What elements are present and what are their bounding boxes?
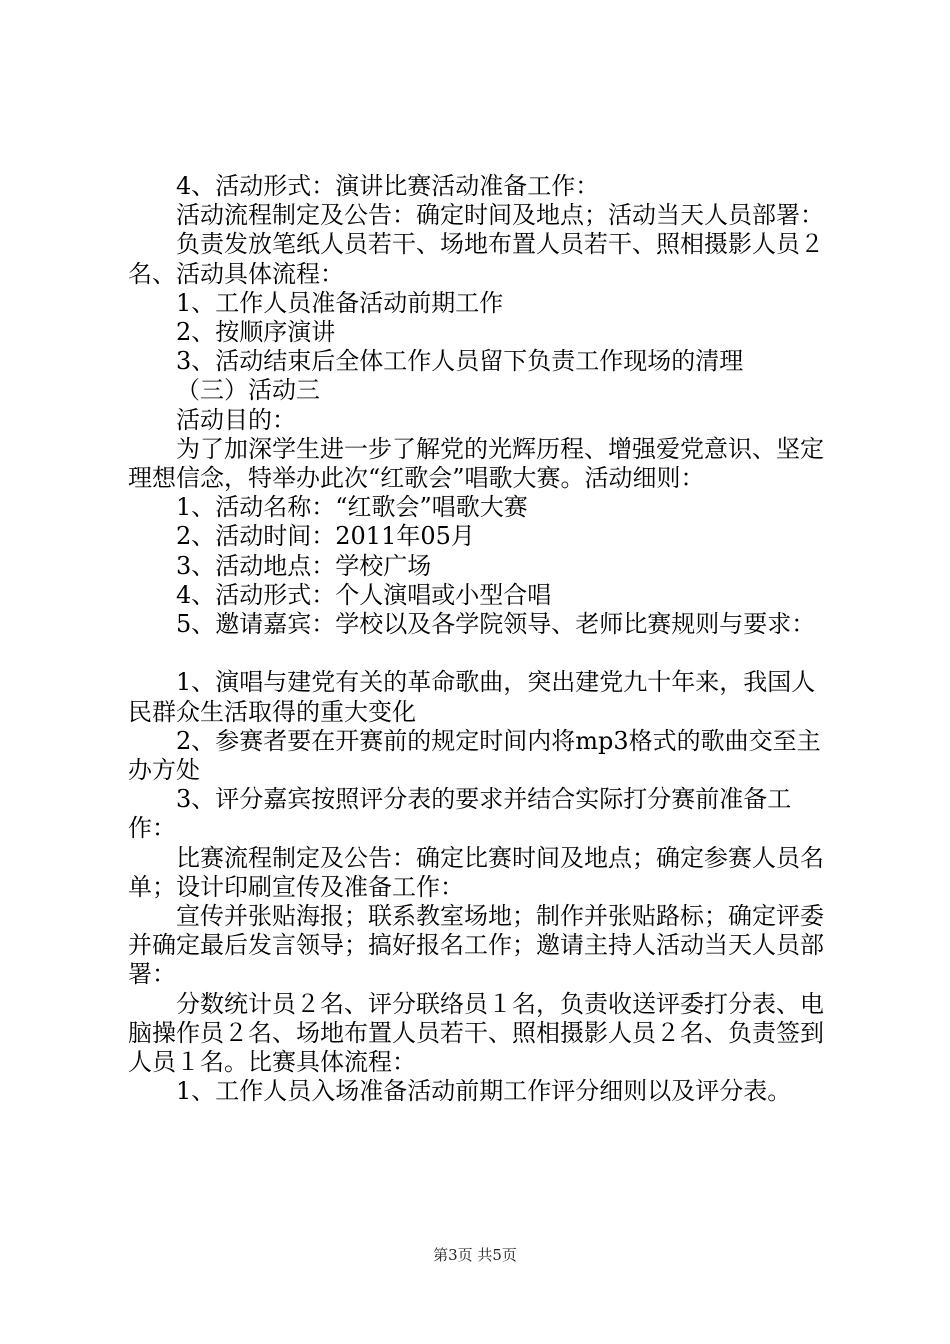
paragraph-activity-purpose-label: 活动目的： <box>176 405 296 434</box>
paragraph-invited-guests: 5、邀请嘉宾：学校以及各学院领导、老师比赛规则与要求： <box>176 610 816 639</box>
paragraph-publicity: 宣传并张贴海报；联系教室场地；制作并张贴路标；确定评委并确定最后发言领导；搞好报名工作；邀请主持人活动当天人员部署： <box>128 902 824 989</box>
page-indicator: 第3页 共5页 <box>433 1246 517 1264</box>
paragraph-competition-step-1: 1、工作人员入场准备活动前期工作评分细则以及评分表。 <box>176 1077 792 1106</box>
paragraph-staff-assignment: 负责发放笔纸人员若干、场地布置人员若干、照相摄影人员２名、活动具体流程： <box>128 230 824 288</box>
paragraph-step-2: 2、按顺序演讲 <box>176 318 336 347</box>
paragraph-activity-name: 1、活动名称：“红歌会”唱歌大赛 <box>176 493 528 522</box>
paragraph-step-3: 3、活动结束后全体工作人员留下负责工作现场的清理 <box>176 347 744 376</box>
paragraph-rule-1: 1、演唱与建党有关的革命歌曲，突出建党九十年来，我国人民群众生活取得的重大变化 <box>128 668 816 726</box>
page-footer <box>0 1244 950 1265</box>
paragraph-activity-form: 4、活动形式：演讲比赛活动准备工作： <box>176 172 600 200</box>
paragraph-rule-2: 2、参赛者要在开赛前的规定时间内将mp3格式的歌曲交至主办方处 <box>128 726 821 785</box>
paragraph-rule-3: 3、评分嘉宾按照评分表的要求并结合实际打分赛前准备工作： <box>128 785 792 843</box>
paragraph-step-1: 1、工作人员准备活动前期工作 <box>176 288 504 317</box>
document-body <box>128 172 838 1106</box>
section-heading-activity-3: （三）活动三 <box>176 376 320 405</box>
paragraph-activity-time: 2、活动时间：2011年05月 <box>176 522 475 551</box>
blank-line <box>128 639 838 668</box>
paragraph-activity-format: 4、活动形式：个人演唱或小型合唱 <box>176 580 552 609</box>
paragraph-activity-purpose: 为了加深学生进一步了解党的光辉历程、增强爱党意识、坚定理想信念，特举办此次“红歌会”唱歌大赛。活动细则： <box>128 434 824 493</box>
paragraph-process-notice: 活动流程制定及公告：确定时间及地点；活动当天人员部署： <box>176 201 824 230</box>
paragraph-competition-process: 比赛流程制定及公告：确定比赛时间及地点；确定参赛人员名单；设计印刷宣传及准备工作： <box>128 843 824 901</box>
paragraph-activity-location: 3、活动地点：学校广场 <box>176 551 432 580</box>
paragraph-competition-staff: 分数统计员２名、评分联络员１名，负责收送评委打分表、电脑操作员２名、场地布置人员若干、照相摄影人员２名、负责签到人员１名。比赛具体流程： <box>128 989 824 1077</box>
